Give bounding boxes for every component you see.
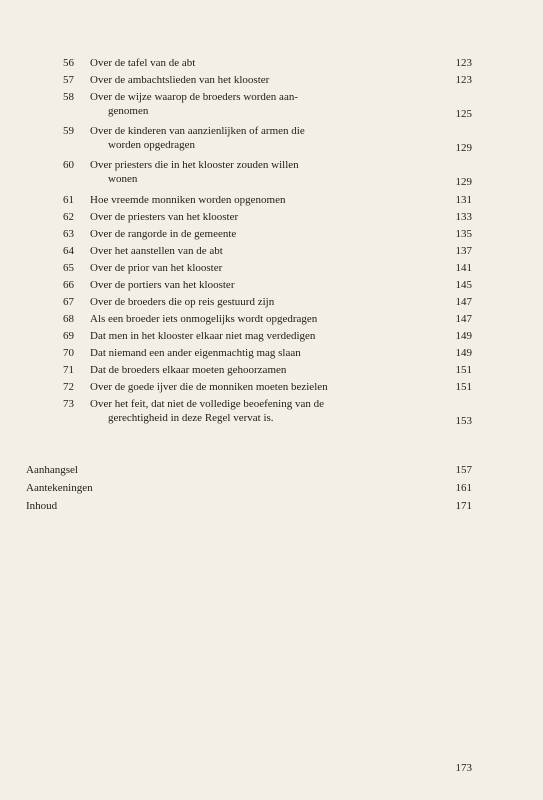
chapter-title-line: Over de wijze waarop de broeders worden aan- xyxy=(90,91,298,103)
chapter-number: 64 xyxy=(63,245,74,257)
chapter-title xyxy=(90,397,410,425)
folio-page-number: 173 xyxy=(455,762,472,774)
chapter-title: Over de tafel van de abt xyxy=(90,57,196,69)
chapter-number: 73 xyxy=(63,398,74,410)
page-number: 147 xyxy=(455,296,472,308)
chapter-title: Als een broeder iets onmogelijks wordt opgedragen xyxy=(90,313,318,325)
chapter-number: 63 xyxy=(63,228,74,240)
page-number: 123 xyxy=(455,57,472,69)
page-number: 171 xyxy=(455,500,472,512)
chapter-number: 62 xyxy=(63,211,74,223)
chapter-number: 72 xyxy=(63,381,74,393)
chapter-number: 59 xyxy=(63,125,74,137)
chapter-number: 57 xyxy=(63,74,74,86)
chapter-title xyxy=(90,124,410,152)
chapter-number: 60 xyxy=(63,159,74,171)
chapter-title xyxy=(90,90,410,118)
page-number: 123 xyxy=(455,74,472,86)
chapter-number: 65 xyxy=(63,262,74,274)
page-number: 161 xyxy=(455,482,472,494)
chapter-title: Dat niemand een ander eigenmachtig mag slaan xyxy=(90,347,301,359)
chapter-title: Over de prior van het klooster xyxy=(90,262,223,274)
chapter-title-line: Over de kinderen van aanzienlijken of armen die xyxy=(90,125,305,137)
page-number: 137 xyxy=(455,245,472,257)
chapter-title: Over de goede ijver die de monniken moeten bezielen xyxy=(90,381,328,393)
chapter-number: 71 xyxy=(63,364,74,376)
chapter-number: 56 xyxy=(63,57,74,69)
chapter-title xyxy=(90,158,410,186)
chapter-title: Over de ambachtslieden van het klooster xyxy=(90,74,270,86)
appendix-title: Aantekeningen xyxy=(26,482,93,494)
chapter-title: Dat de broeders elkaar moeten gehoorzamen xyxy=(90,364,287,376)
page-number: 131 xyxy=(455,194,472,206)
chapter-number: 68 xyxy=(63,313,74,325)
chapter-title-continuation: genomen xyxy=(108,105,149,117)
page-number: 145 xyxy=(455,279,472,291)
chapter-title: Over het aanstellen van de abt xyxy=(90,245,223,257)
chapter-number: 61 xyxy=(63,194,74,206)
chapter-title: Over de priesters van het klooster xyxy=(90,211,239,223)
chapter-title-continuation: wonen xyxy=(108,173,138,185)
chapter-title-line: Over priesters die in het klooster zouden willen xyxy=(90,159,299,171)
chapter-title-line: Over het feit, dat niet de volledige beoefening van de xyxy=(90,398,324,410)
page-number: 151 xyxy=(455,381,472,393)
chapter-number: 66 xyxy=(63,279,74,291)
page-number: 141 xyxy=(455,262,472,274)
chapter-title: Hoe vreemde monniken worden opgenomen xyxy=(90,194,286,206)
page-number: 133 xyxy=(455,211,472,223)
chapter-number: 67 xyxy=(63,296,74,308)
chapter-number: 70 xyxy=(63,347,74,359)
page-number: 129 xyxy=(455,142,472,154)
chapter-title: Dat men in het klooster elkaar niet mag verdedigen xyxy=(90,330,316,342)
chapter-number: 69 xyxy=(63,330,74,342)
page-number: 147 xyxy=(455,313,472,325)
chapter-title: Over de portiers van het klooster xyxy=(90,279,235,291)
page-number: 129 xyxy=(455,176,472,188)
page-number: 149 xyxy=(455,347,472,359)
page-number: 135 xyxy=(455,228,472,240)
chapter-title: Over de rangorde in de gemeente xyxy=(90,228,237,240)
chapter-title-continuation: worden opgedragen xyxy=(108,139,196,151)
appendix-title: Inhoud xyxy=(26,500,58,512)
page-number: 157 xyxy=(455,464,472,476)
page-number: 151 xyxy=(455,364,472,376)
page-number: 125 xyxy=(455,108,472,120)
chapter-title-continuation: gerechtigheid in deze Regel vervat is. xyxy=(108,412,274,424)
chapter-title: Over de broeders die op reis gestuurd zijn xyxy=(90,296,275,308)
chapter-number: 58 xyxy=(63,91,74,103)
page-number: 153 xyxy=(455,415,472,427)
page-number: 149 xyxy=(455,330,472,342)
appendix-title: Aanhangsel xyxy=(26,464,78,476)
